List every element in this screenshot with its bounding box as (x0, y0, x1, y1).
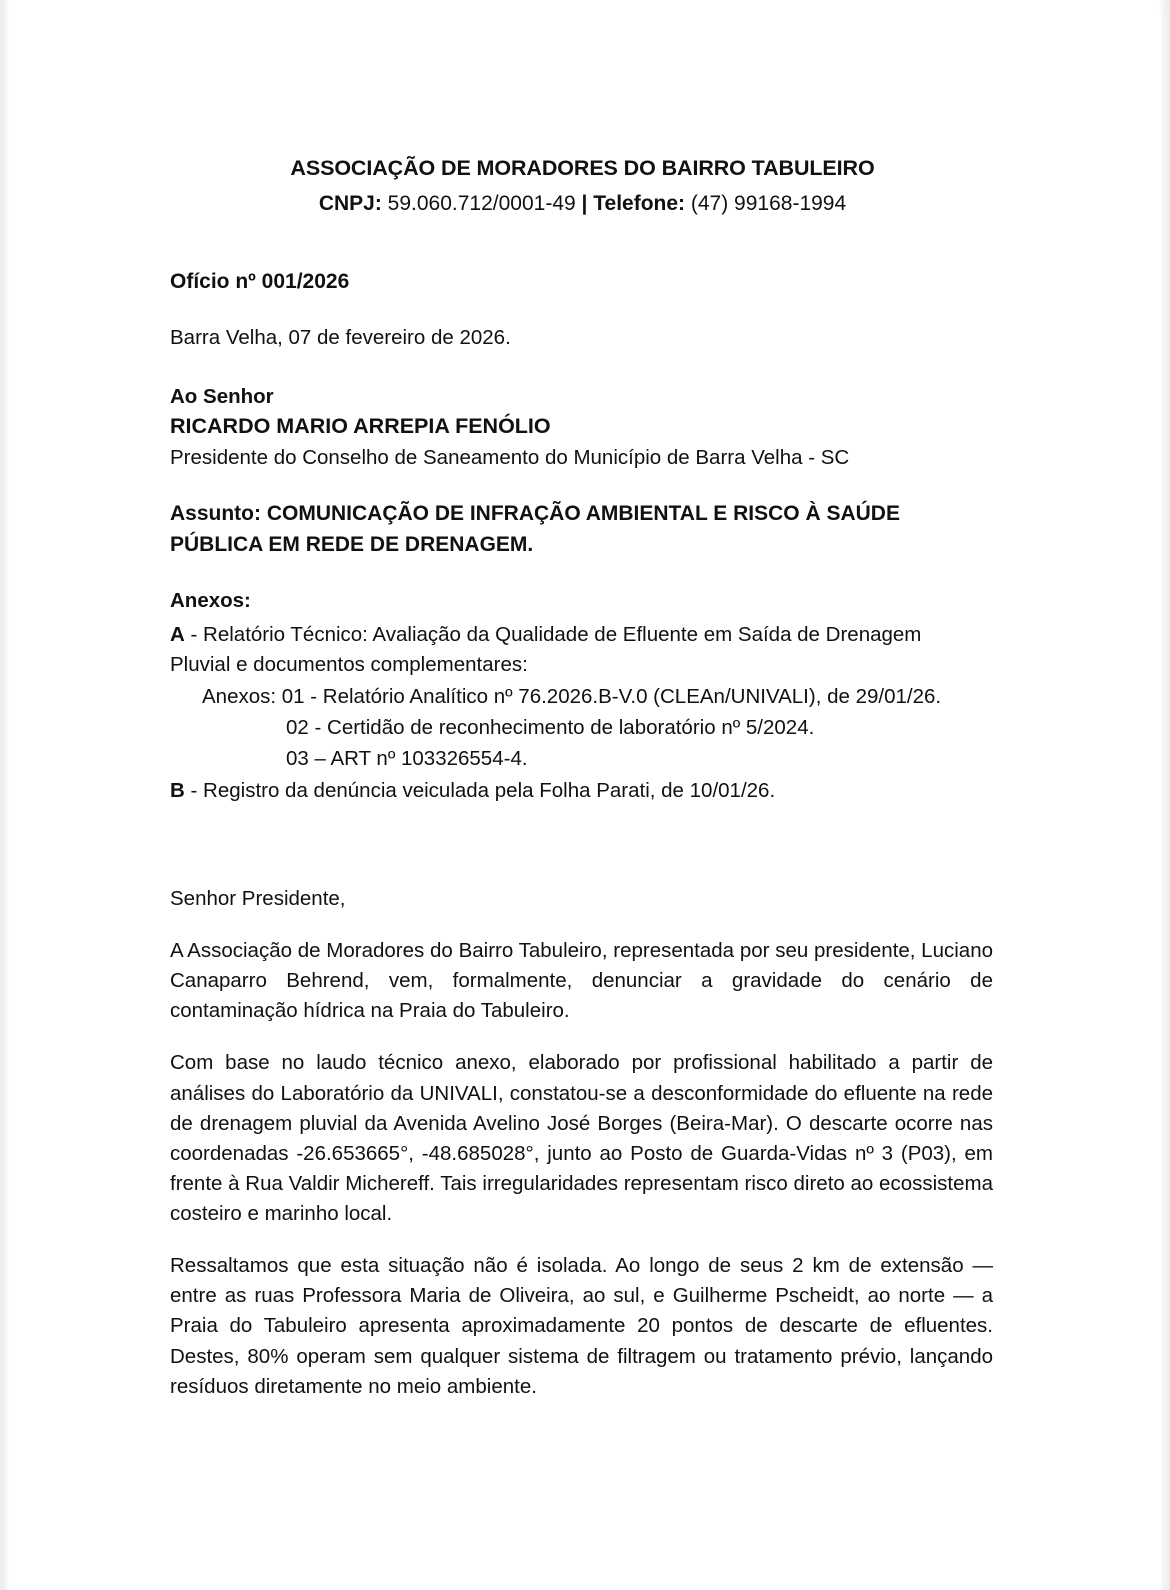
document-content (170, 11, 995, 1402)
annexes-block (170, 586, 995, 805)
annex-b-text: - Registro da denúncia veiculada pela Folha Parati, de 10/01/26. (184, 778, 776, 802)
addressee-name: RICARDO MARIO ARREPIA FENÓLIO (170, 414, 551, 439)
annex-a-marker: A (170, 622, 185, 646)
subject-text: COMUNICAÇÃO DE INFRAÇÃO AMBIENTAL E RISCO À SAÚDE PÚBLICA EM REDE DE DRENAGEM. (170, 502, 900, 556)
oficio-number: Ofício nº 001/2026 (170, 269, 350, 293)
letterhead (170, 11, 995, 220)
annexes-heading: Anexos: (170, 589, 251, 613)
place-and-date: Barra Velha, 07 de fevereiro de 2026. (170, 326, 511, 350)
organization-name: ASSOCIAÇÃO DE MORADORES DO BAIRRO TABULEIRO (290, 156, 875, 180)
annex-item-a (170, 620, 930, 680)
annex-sub-item-01: Anexos: 01 - Relatório Analítico nº 76.2026.B-V.0 (CLEAn/UNIVALI), de 29/01/26. (202, 685, 942, 709)
annex-item-b (170, 776, 995, 806)
letter-greeting: Senhor Presidente, (170, 887, 346, 911)
letter-paragraph-2: Com base no laudo técnico anexo, elaborado por profissional habilitado a partir de análises do Laboratório da UNIVALI, constatou-se a desconformidade do efluente na rede de drenagem pluvial da Avenida Avelino José Borges (Beira-Mar). O descarte ocorre nas coordenadas -26.653665°, -48.685028°, junto ao Posto de Guarda-Vidas nº 3 (P03), em frente à Rua Valdir Michereff. Tais irregularidades representam risco direto ao ecossistema costeiro e marinho local. (170, 1051, 993, 1226)
telephone-label: Telefone: (593, 192, 686, 216)
telephone-value: (47) 99168-1994 (685, 192, 847, 216)
annex-sub-item-03: 03 – ART nº 103326554-4. (286, 747, 528, 771)
letter-paragraph-1: A Associação de Moradores do Bairro Tabuleiro, representada por seu presidente, Luciano Canaparro Behrend, vem, formalmente, denunciar a gravidade do cenário de contaminação hídrica na Praia do Tabuleiro. (170, 939, 993, 1023)
addressee-role: Presidente do Conselho de Saneamento do Município de Barra Velha - SC (170, 445, 850, 469)
document-page (9, 11, 1161, 1590)
addressee-block (170, 382, 995, 473)
organization-contact-line (170, 189, 995, 219)
subject-label: Assunto: (170, 502, 261, 526)
subject-line (170, 499, 985, 560)
letter-paragraph-3: Ressaltamos que esta situação não é isolada. Ao longo de seus 2 km de extensão — entre as ruas Professora Maria de Oliveira, ao sul, e Guilherme Pscheidt, ao norte — a Praia do Tabuleiro apresenta aproximadamente 20 pontos de descarte de efluentes. Destes, 80% operam sem qualquer sistema de filtragem ou tratamento prévio, lançando resíduos diretamente no meio ambiente. (170, 1254, 993, 1398)
cnpj-label: CNPJ: (318, 192, 382, 216)
annex-b-marker: B (170, 778, 185, 802)
addressee-salutation: Ao Senhor (170, 384, 274, 408)
cnpj-value: 59.060.712/0001-49 (381, 192, 582, 216)
contact-separator: | (581, 192, 594, 216)
annex-a-text: - Relatório Técnico: Avaliação da Qualidade de Efluente em Saída de Drenagem Pluvial e documentos complementares: (170, 622, 922, 677)
annex-sub-item-02: 02 - Certidão de reconhecimento de laboratório nº 5/2024. (286, 716, 815, 740)
